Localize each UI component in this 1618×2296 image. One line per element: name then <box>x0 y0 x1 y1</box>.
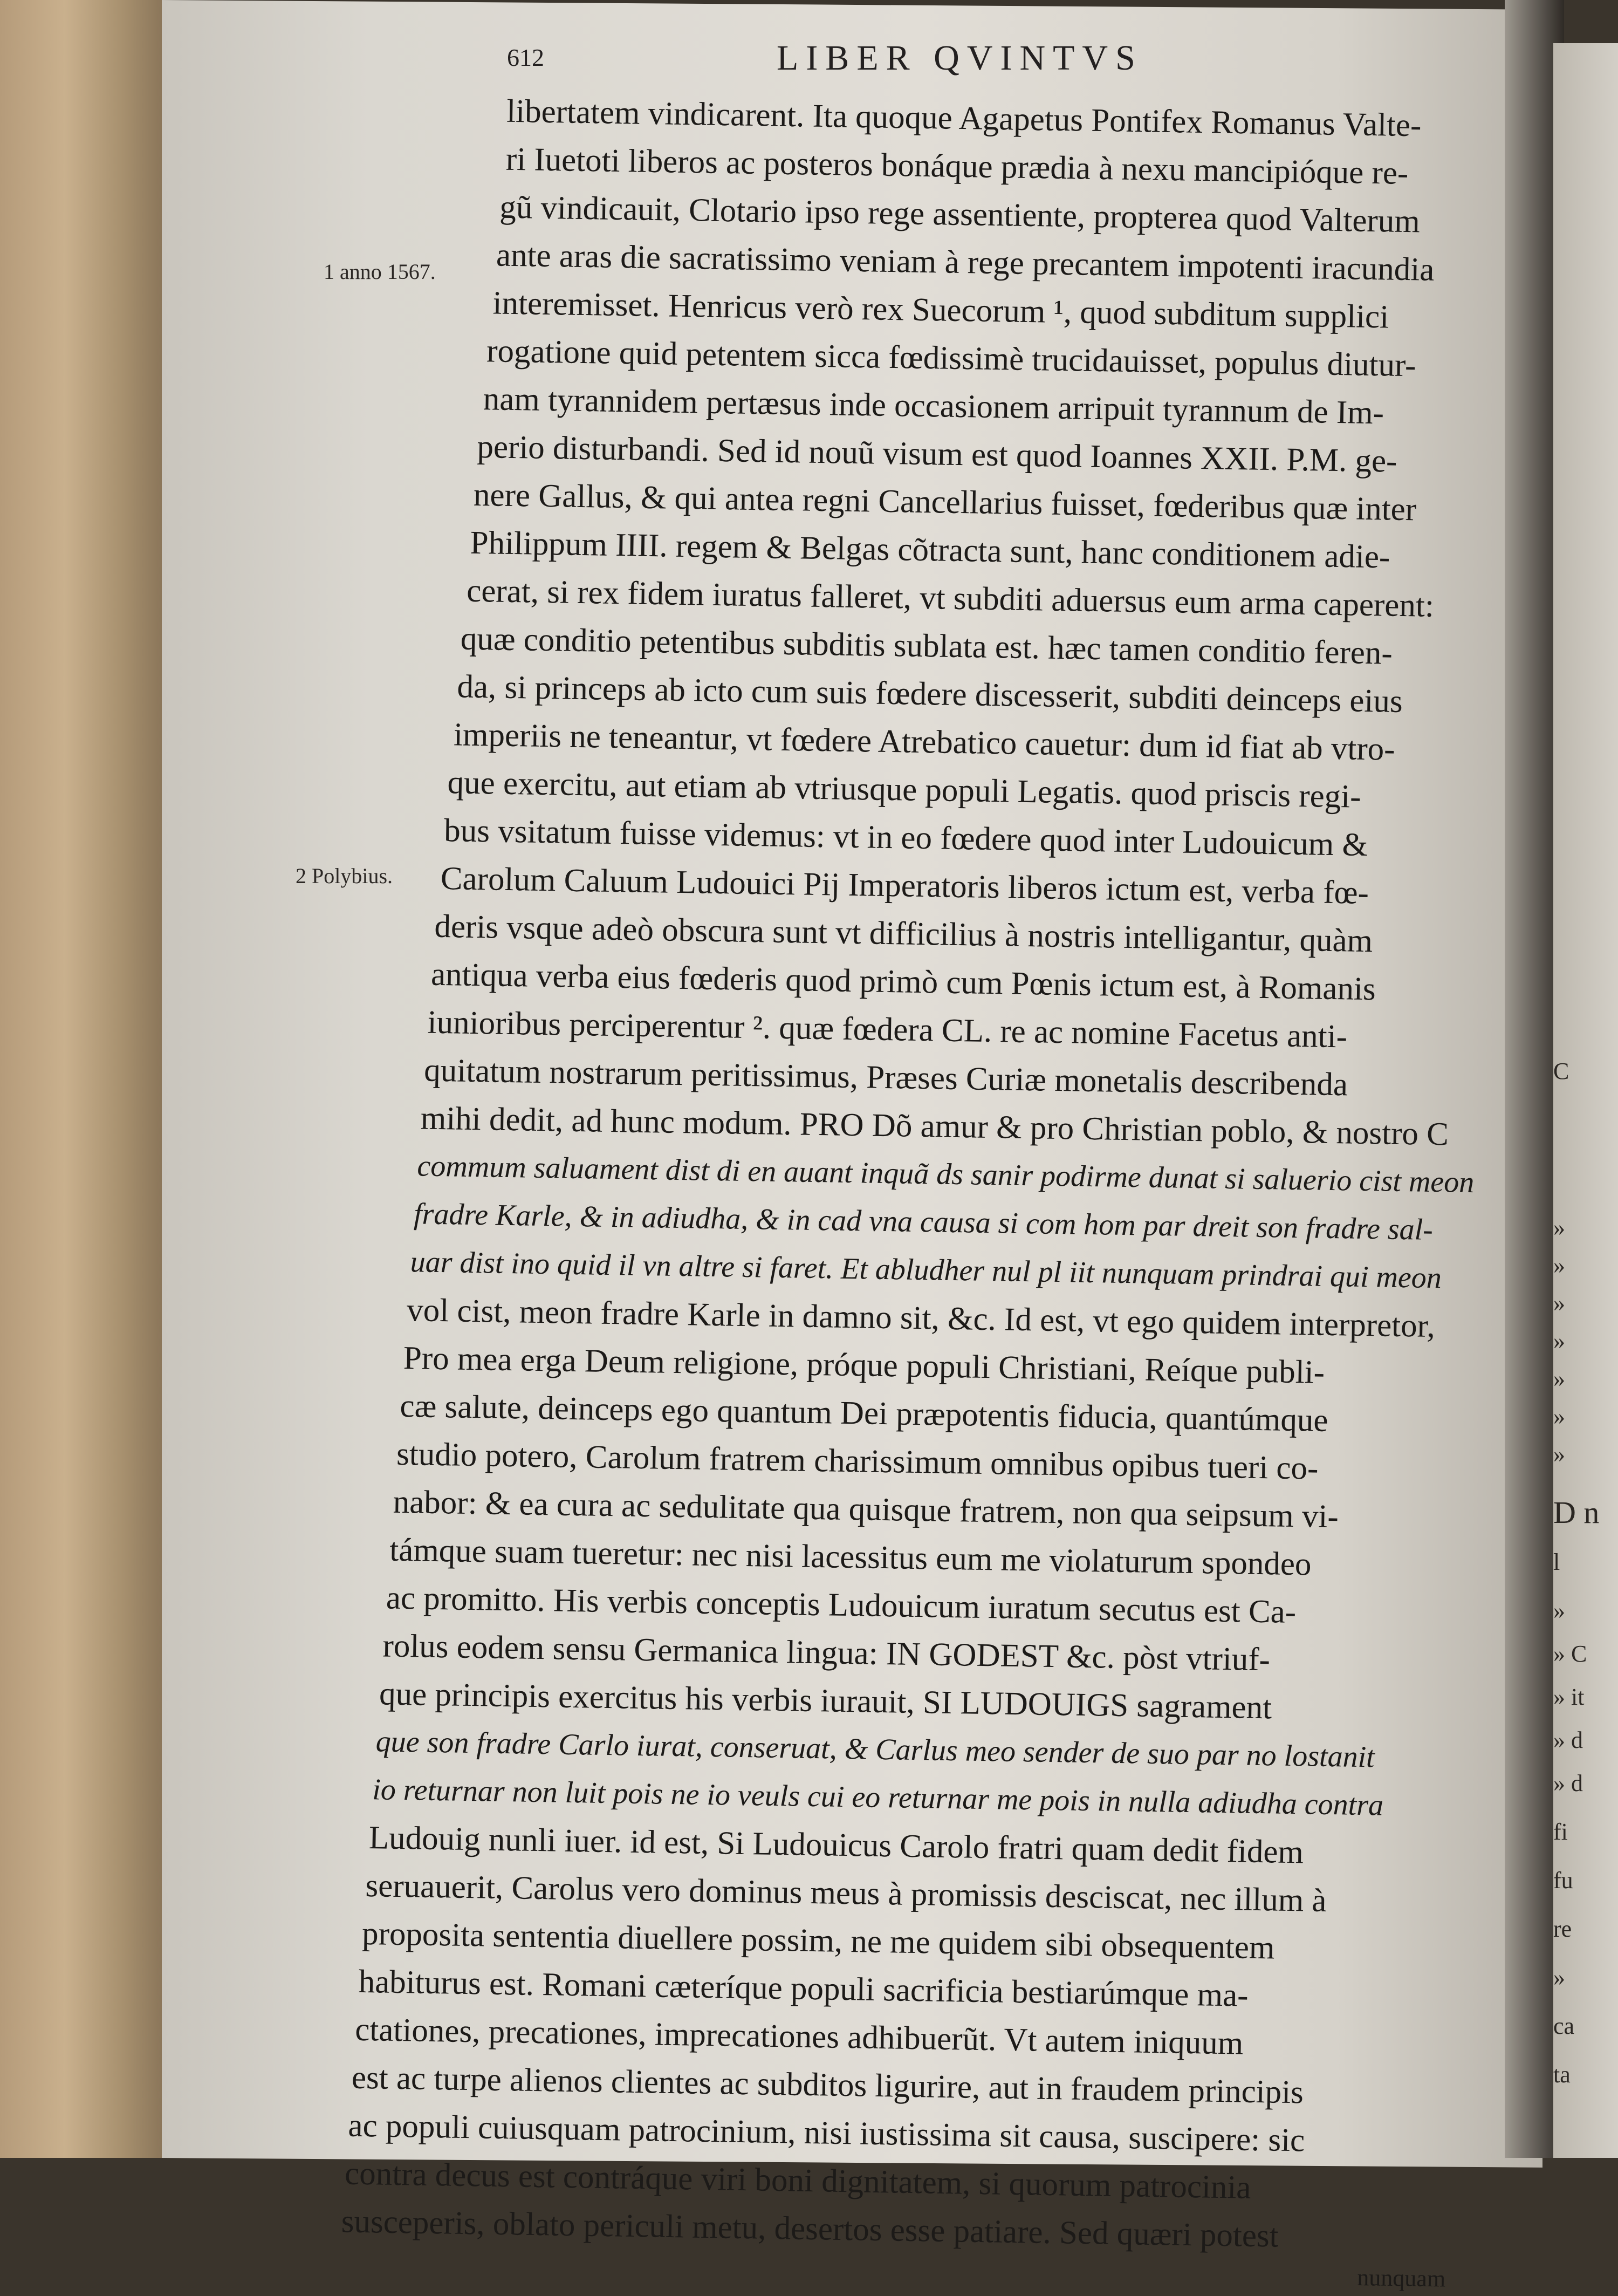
text-line: antiqua verba eius fœderis quod primò cum Pœnis ictum est, à Romanis <box>430 956 1376 1008</box>
text-line-italic: io returnar non luit pois ne io veuls cui eo returnar me pois in nulla adiudha contra <box>372 1773 1384 1822</box>
text-line: támque suam tueretur: nec nisi lacessitus eum me violaturum spondeo <box>389 1532 1312 1583</box>
text-line: ri Iuetoti liberos ac posteros bonáque prædia à nexu mancipióque re- <box>505 141 1409 192</box>
text-line: ante aras die sacratissimo veniam à rege precantem impotenti iracundia <box>496 237 1435 288</box>
text-line: vol cist, meon fradre Karle in damno sit, &c. Id est, vt ego quidem interpretor, <box>406 1292 1436 1345</box>
facing-page-fragment: ta <box>1553 2061 1571 2088</box>
facing-page-fragment: » <box>1553 1252 1565 1279</box>
text-line: Ludouig nunli iuer. id est, Si Ludouicus Carolo fratri quam dedit fidem <box>368 1820 1304 1871</box>
facing-page-fragment: » C <box>1553 1641 1587 1667</box>
facing-page-fragment: » <box>1553 1290 1565 1316</box>
facing-page-fragment: » <box>1553 1597 1565 1624</box>
text-line: bus vsitatum fuisse videmus: vt in eo fœdere quod inter Ludouicum & <box>443 812 1368 863</box>
text-line: ctationes, precationes, imprecationes adhibuerũt. Vt autem iniquum <box>354 2011 1244 2062</box>
facing-page-fragment: re <box>1553 1916 1572 1942</box>
facing-page-fragment: » <box>1553 1964 1565 1991</box>
text-line: que exercitu, aut etiam ab vtriusque populi Legatis. quod priscis regi- <box>447 764 1362 815</box>
running-title: LIBER QVINTVS <box>777 38 1143 78</box>
margin-note-2: 2 Polybius. <box>296 864 393 888</box>
text-line: ac populi cuiusquam patrocinium, nisi iustissima sit causa, suscipere: sic <box>348 2107 1305 2159</box>
text-line: contra decus est contráque viri boni dignitatem, si quorum patrocinia <box>344 2155 1251 2206</box>
facing-page-fragment: l <box>1553 1549 1560 1575</box>
catchword: nunquam <box>1357 2264 1446 2292</box>
text-line: mihi dedit, ad hunc modum. PRO Dõ amur & pro Christian poblo, & nostro C <box>420 1100 1449 1153</box>
text-line: nabor: & ea cura ac sedulitate qua quisque fratrem, non qua seipsum vi- <box>393 1484 1339 1535</box>
book-edge <box>0 0 162 2158</box>
text-line-italic: uar dist ino quid il vn altre si faret. Et abludher nul pl iit nunquam prindrai qui meon <box>410 1245 1442 1295</box>
text-line-italic: fradre Karle, & in adiudha, & in cad vna causa si com hom par dreit son fradre sal- <box>413 1197 1434 1247</box>
facing-page-fragment: » <box>1553 1365 1565 1392</box>
facing-page-fragment: ca <box>1553 2013 1575 2039</box>
text-line: rolus eodem sensu Germanica lingua: IN GODEST &c. pòst vtriuf- <box>382 1628 1271 1678</box>
text-line: quitatum nostrarum peritissimus, Præses Curiæ monetalis describenda <box>423 1052 1348 1103</box>
facing-page-fragment: » <box>1553 1403 1565 1430</box>
facing-page-fragment: » <box>1553 1328 1565 1354</box>
text-line: perio disturbandi. Sed id nouũ visum est quod Ioannes XXII. P.M. ge- <box>476 428 1397 480</box>
text-line: cerat, si rex fidem iuratus falleret, vt subditi aduersus eum arma caperent: <box>466 572 1435 624</box>
text-line-italic: que son fradre Carlo iurat, conseruat, & Carlus meo sender de suo par no lostanit <box>375 1725 1375 1774</box>
facing-page-fragment: C <box>1553 1058 1569 1084</box>
facing-page-fragment: » <box>1553 1441 1565 1467</box>
facing-page-fragment: » d <box>1553 1770 1583 1796</box>
facing-page-fragment: fu <box>1553 1867 1573 1894</box>
facing-page-fragment: fi <box>1553 1819 1568 1845</box>
text-line: que principis exercitus his verbis iurauit, SI LUDOUIGS sagrament <box>379 1676 1272 1726</box>
text-line: libertatem vindicarent. Ita quoque Agapetus Pontifex Romanus Valte- <box>506 93 1422 144</box>
text-line: Pro mea erga Deum religione, próque populi Christiani, Reíque publi- <box>403 1340 1325 1391</box>
facing-page-fragment: » <box>1553 1214 1565 1241</box>
text-line: gũ vindicauit, Clotario ipso rege assentiente, propterea quod Valterum <box>499 189 1421 240</box>
facing-page-fragment: » d <box>1553 1727 1583 1753</box>
text-line: da, si princeps ab icto cum suis fœdere discesserit, subditi deinceps eius <box>456 668 1403 720</box>
text-line: est ac turpe alienos clientes ac subditos ligurire, aut in fraudem principis <box>351 2059 1304 2111</box>
text-line: nam tyrannidem pertæsus inde occasionem arripuit tyrannum de Im- <box>483 381 1384 432</box>
text-line: studio potero, Carolum fratrem charissimum omnibus opibus tueri co- <box>396 1436 1319 1487</box>
text-line: habiturus est. Romani cæteríque populi sacrificia bestiarúmque ma- <box>358 1963 1249 2014</box>
margin-note-1: 1 anno 1567. <box>324 259 436 284</box>
facing-page-fragment: » it <box>1553 1684 1585 1710</box>
facing-page-fragment: D n <box>1553 1495 1600 1530</box>
text-line: cæ salute, deinceps ego quantum Dei præpotentis fiducia, quantúmque <box>400 1388 1329 1439</box>
text-line: rogatione quid petentem sicca fœdissimè trucidauisset, populus diutur- <box>486 333 1416 384</box>
text-line: nere Gallus, & qui antea regni Cancellarius fuisset, fœderibus quæ inter <box>473 476 1417 528</box>
page-number: 612 <box>507 44 544 71</box>
text-line: susceperis, oblato periculi metu, desertos esse patiare. Sed quæri potest <box>341 2203 1279 2254</box>
text-line: Philippum IIII. regem & Belgas cõtracta sunt, hanc conditionem adie- <box>470 524 1390 576</box>
text-line: deris vsque adeò obscura sunt vt difficilius à nostris intelligantur, quàm <box>434 908 1373 960</box>
facing-page-edge <box>1553 43 1618 2158</box>
text-line: ac promitto. His verbis conceptis Ludouicum iuratum secutus est Ca- <box>386 1580 1297 1631</box>
page-header <box>507 38 1338 86</box>
text-line: imperiis ne teneantur, vt fœdere Atrebatico cauetur: dum id fiat ab vtro- <box>453 716 1396 768</box>
text-line: interemisset. Henricus verò rex Suecorum ¹, quod subditum supplici <box>492 285 1389 336</box>
text-line: seruauerit, Carolus vero dominus meus à promissis desciscat, nec illum à <box>365 1868 1327 1919</box>
text-line-italic: commum saluament dist di en auant inquã ds sanir podirme dunat si saluerio cist meon <box>417 1149 1475 1200</box>
text-line: Carolum Caluum Ludouici Pij Imperatoris liberos ictum est, verba fœ- <box>440 860 1369 912</box>
text-line: proposita sententia diuellere possim, ne me quidem sibi obsequentem <box>361 1915 1275 1966</box>
text-line: iunioribus perciperentur ². quæ fœdera CL. re ac nomine Facetus anti- <box>427 1004 1348 1055</box>
text-line: quæ conditio petentibus subditis sublata est. hæc tamen conditio feren- <box>460 620 1393 672</box>
